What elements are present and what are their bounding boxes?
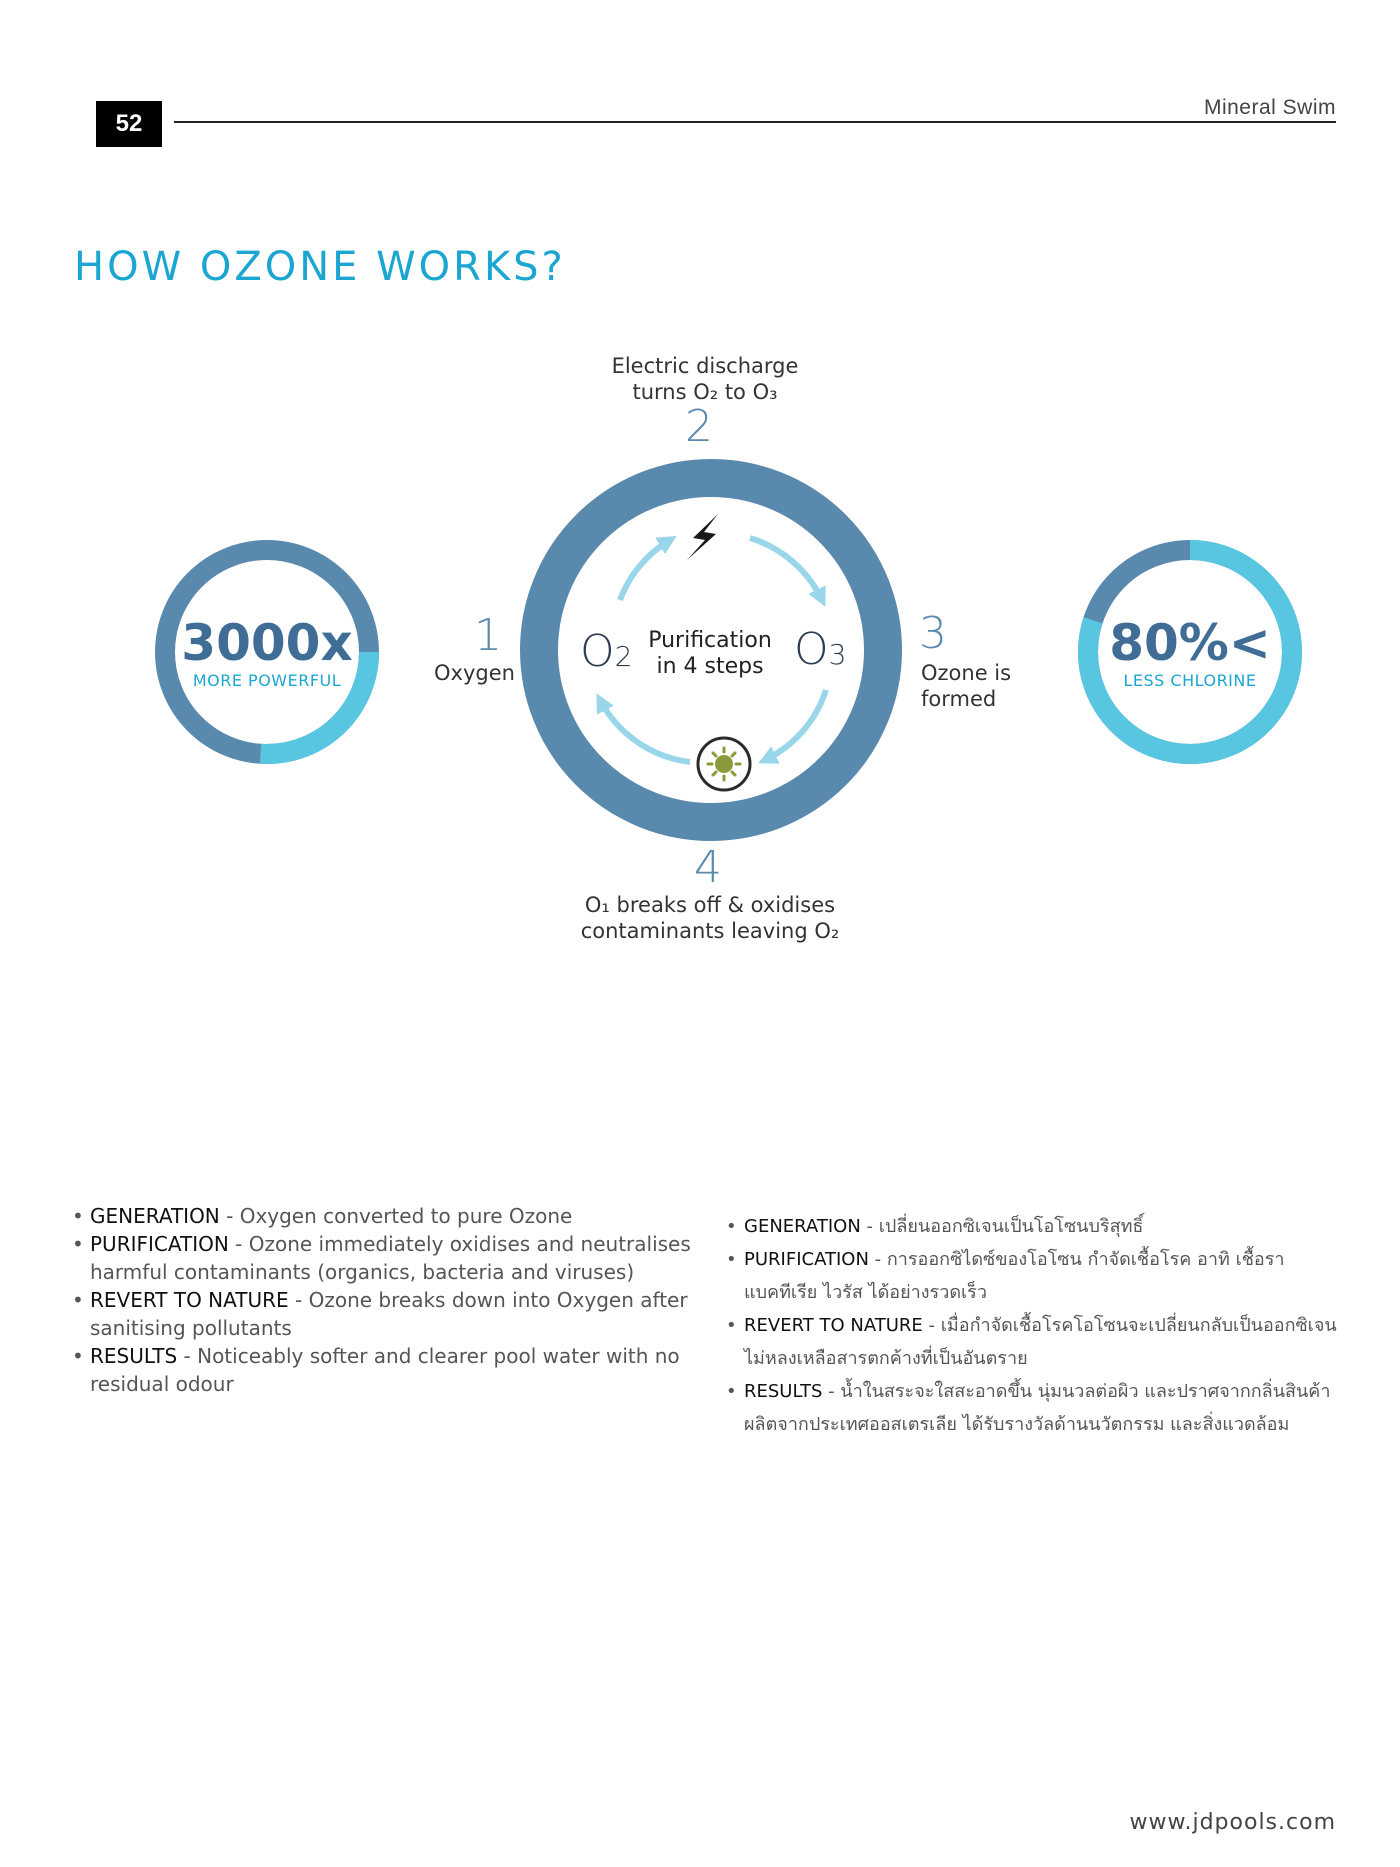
center-label: Purification in 4 steps [648,628,772,680]
list-item: • REVERT TO NATURE - เมื่อกำจัดเชื้อโรคโอโซนจะเปลี่ยนกลับเป็นออกซิเจน ไม่หลงเหลือสารตกค้างที่เป็นอันตราย [726,1309,1346,1375]
list-item: • PURIFICATION - Ozone immediately oxidises and neutralises harmful contaminants (organics, bacteria and viruses) [72,1230,692,1286]
step-1-number: 1 [474,610,502,661]
step-1-text: Oxygen [434,661,515,685]
cycle-arrow-top-right [750,538,822,600]
cycle-arrow-bottom-left [600,700,690,762]
lightning-icon [687,514,718,560]
page-title: HOW OZONE WORKS? [74,244,566,290]
stat-value-power: 3000x [181,614,353,672]
step-2-text: Electric discharge turns O₂ to O₃ [611,354,799,405]
stat-value-chlorine: 80%< [1109,614,1271,672]
step-3-number: 3 [919,608,947,659]
cycle-arrow-bottom-right [765,690,826,760]
list-item: • REVERT TO NATURE - Ozone breaks down into Oxygen after sanitising pollutants [72,1286,692,1342]
step-2-number: 2 [685,401,713,452]
list-item: • RESULTS - น้ำในสระจะใสสะอาดขึ้น นุ่มนวลต่อผิว และปราศจากกลิ่นสินค้าผลิตจากประเทศออสเตรเลีย ได้รับรางวัลด้านนวัตกรรม และสิ่งแวดล้อม [726,1375,1346,1441]
stat-label-chlorine: LESS CHLORINE [1123,671,1257,690]
step-4-number: 4 [694,842,722,893]
list-item: • RESULTS - Noticeably softer and clearer pool water with no residual odour [72,1342,692,1398]
cycle-arrow-top-left [620,540,670,600]
list-item: • GENERATION - Oxygen converted to pure Ozone [72,1202,692,1230]
bullet-list-thai [726,1210,1346,1441]
list-item: • PURIFICATION - การออกซิไดซ์ของโอโซน กำจัดเชื้อโรค อาทิ เชื้อรา แบคทีเรีย ไวรัส ได้อย่างรวดเร็ว [726,1243,1346,1309]
molecule-o3: O3 [794,624,847,675]
step-3-text: Ozone is formed [921,661,1012,712]
bacteria-icon [698,738,750,790]
footer-url[interactable]: www.jdpools.com [1129,1810,1336,1835]
step-4-text: O₁ breaks off & oxidises contaminants leaving O₂ [580,893,840,944]
stat-label-power: MORE POWERFUL [192,671,342,690]
brand-name: Mineral Swim [1203,96,1336,119]
bullet-list-english [72,1202,692,1398]
list-item: • GENERATION - เปลี่ยนออกซิเจนเป็นโอโซนบริสุทธิ์ [726,1210,1346,1243]
molecule-o2: O2 [580,626,633,677]
page-number: 52 [96,101,162,147]
